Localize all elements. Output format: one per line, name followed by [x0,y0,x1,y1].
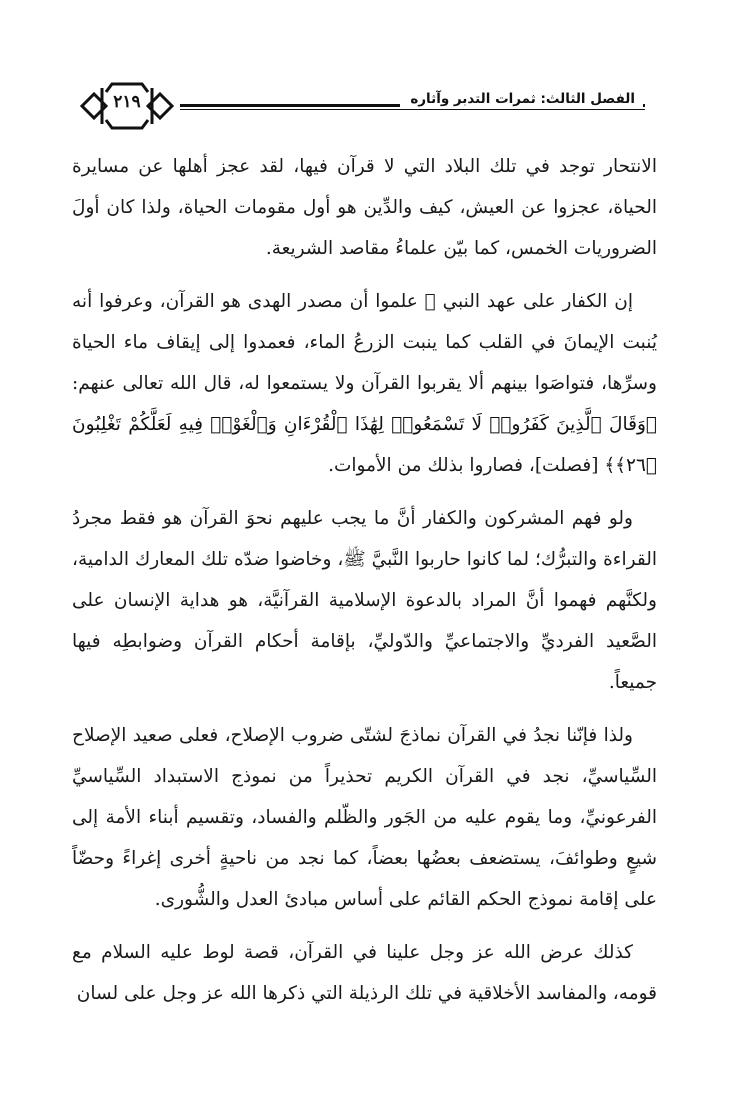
page-body [72,146,657,1026]
paragraph-text: إن الكفار على عهد النبي ﷺ علموا أن مصدر الهدى هو القرآن، وعرفوا أنه يُنبت الإيمانَ في القلب كما ينبت الزرعُ الماء، فعمدوا إلى إيقاف ماء الحياة وسرِّها، فتواصَوا بينهم ألا يقربوا القرآن ولا يستمعوا له، قال الله تعالى عنهم: [72,291,657,394]
paragraph-text: فصاروا بذلك من الأموات. [328,455,523,476]
page-number: ٢١٩ [113,92,141,112]
paragraph-understanding: ولو فهم المشركون والكفار أنَّ ما يجب عليهم نحوَ القرآن هو فقط مجردُ القراءة والتبرُّك؛ لما كانوا حاربوا النَّبيَّ ﷺ، وخاضوا ضدّه تلك المعارك الدامية، ولكنَّهم فهموا أنَّ المراد بالدعوة الإسلامية القرآنيَّة، هو هداية الإنسان على الصَّعيد الفرديِّ والاجتماعيِّ والدّوليِّ، بإقامة أحكام القرآن وضوابطِه فيها جميعاً. [72,508,657,693]
paragraph-quran-source [72,281,657,486]
chapter-title: الفصل الثالث: ثمرات التدبر وآثاره [400,91,643,107]
paragraph-lot: كذلك عرض الله عز وجل علينا في القرآن، قصة لوط عليه السلام مع قومه، والمفاسد الأخلاقية في تلك الرذيلة التي ذكرها الله عز وجل على لسان [72,942,657,1004]
paragraph-reform: ولذا فإنّنا نجدُ في القرآن نماذجَ لشتّى ضروب الإصلاح، فعلى صعيد الإصلاح السِّياسيِّ، نجد في القرآن الكريم تحذيراً من نموذج الاستبداد السِّياسيِّ الفرعونيِّ، وما يقوم عليه من الجَور والظّلم والفساد، وتقسيم أبناء الأمة إلى شيعٍ وطوائفَ، يستضعف بعضُها بعضاً، كما نجد من ناحيةٍ أخرى إغراءً وحضّاً على إقامة نموذج الحكم القائم على أساس مبادئ العدل والشُّورى. [72,725,657,910]
paragraph-continuation: الانتحار توجد في تلك البلاد التي لا قرآن فيها، لقد عجز أهلها عن مسايرة الحياة، عجزوا عن العيش، كيف والدِّين هو أول مقومات الحياة، ولذا كان أولَ الضروريات الخمس، كما بيّن علماءُ مقاصد الشريعة. [72,156,657,259]
quran-verse: ﴿وَقَالَ ٱلَّذِينَ كَفَرُوا۟ لَا تَسْمَعُوا۟ لِهَٰذَا ٱلْقُرْءَانِ وَٱلْغَوْا۟ فِيهِ لَعَلَّكُمْ تَغْلِبُونَ ﴿٢٦﴾﴾ [72,414,657,476]
verse-reference: [فصلت]، [528,455,599,476]
page-header [72,78,657,134]
